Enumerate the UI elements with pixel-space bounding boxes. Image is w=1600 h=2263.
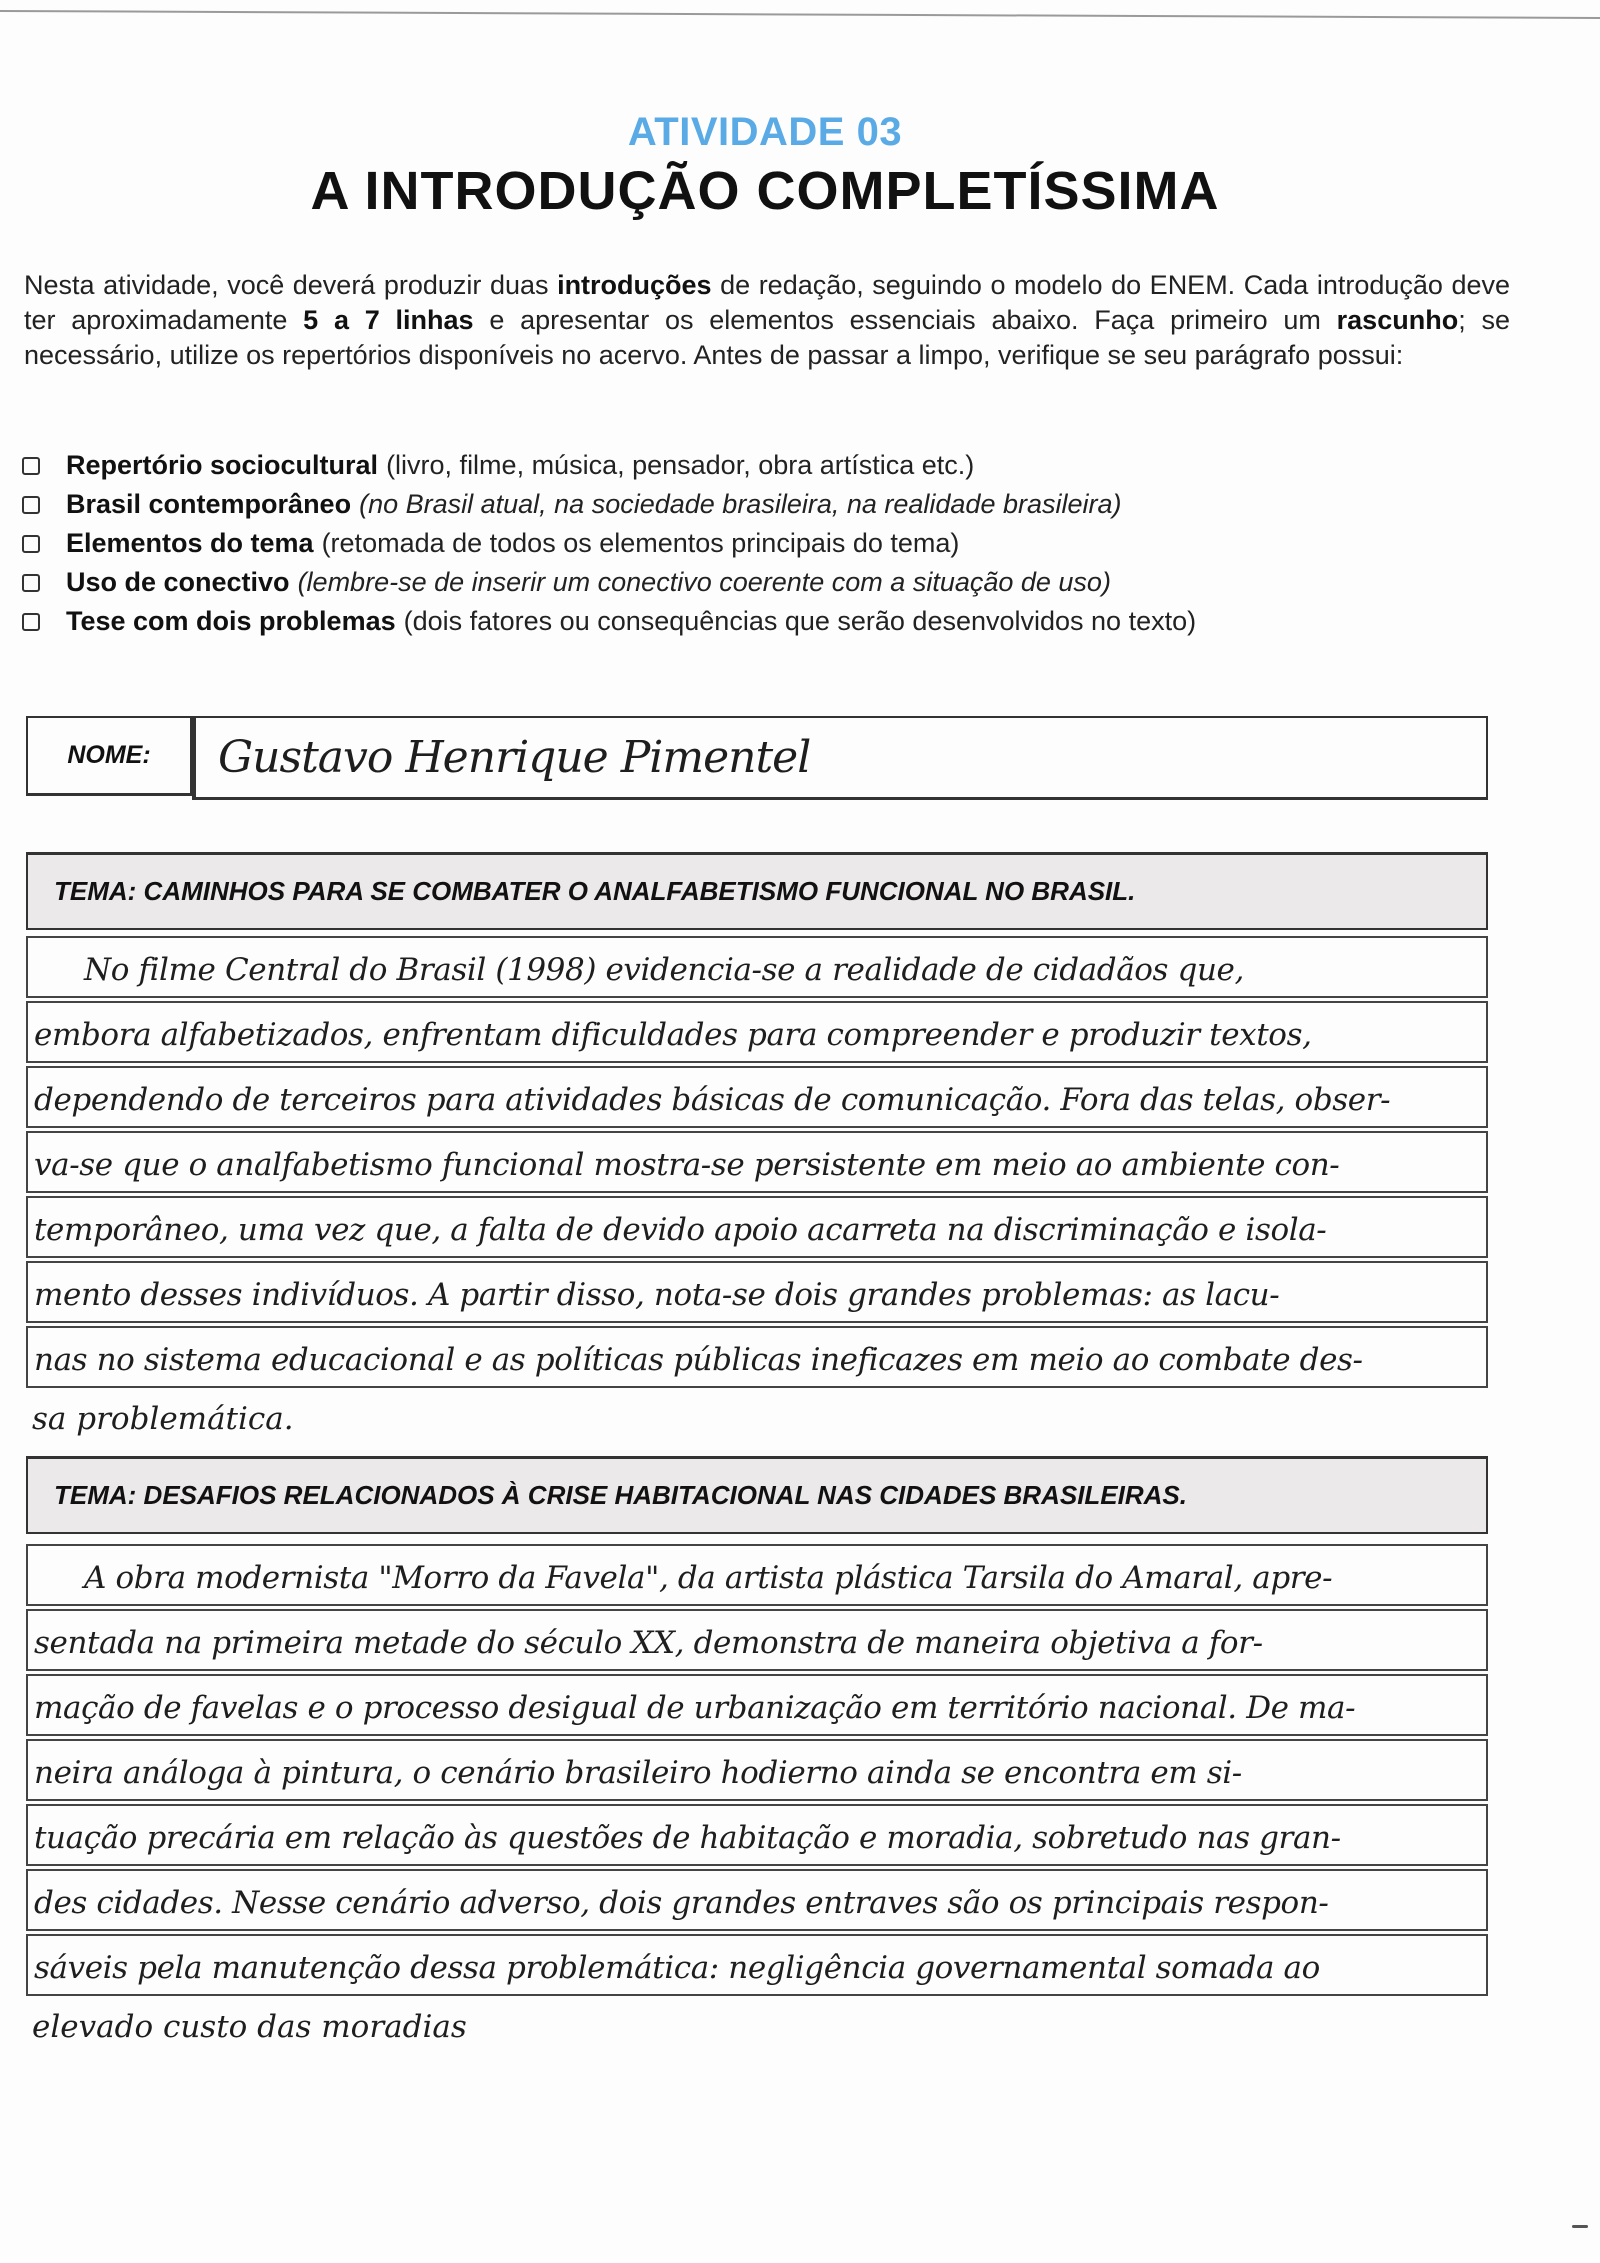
instructions-text: de redação, seguindo o modelo do ENEM. Cada introdução deve ter aproximadamente [24,270,1510,335]
checklist-item-description: (no Brasil atual, na sociedade brasileira, na realidade brasileira) [359,489,1122,519]
handwritten-line[interactable]: sáveis pela manutenção dessa problemática: negligência governamental somada ao [26,1934,1488,1996]
handwritten-line[interactable]: embora alfabetizados, enfrentam dificuldades para compreender e produzir textos, [26,1001,1488,1063]
essay-2-lines [26,1544,1488,2051]
checklist-item-description: (lembre-se de inserir um conectivo coerente com a situação de uso) [297,567,1111,597]
instructions-paragraph [24,268,1510,373]
name-label: NOME: [26,716,192,796]
instructions-text: ; se necessário, utilize os repertórios disponíveis no acervo. Antes de passar a limpo, verifique se seu parágrafo possui: [24,305,1510,370]
handwritten-line[interactable]: No filme Central do Brasil (1998) evidencia-se a realidade de cidadãos que, [26,936,1488,998]
handwritten-line[interactable]: des cidades. Nesse cenário adverso, dois grandes entraves são os principais respon- [26,1869,1488,1931]
checklist-item [22,563,1522,602]
checkbox-icon[interactable] [22,457,40,475]
handwritten-line[interactable]: sentada na primeira metade do século XX, demonstra de maneira objetiva a for- [26,1609,1488,1671]
checklist-item-title: Brasil contemporâneo [66,489,352,519]
checklist-item-description: (dois fatores ou consequências que serão desenvolvidos no texto) [403,606,1197,636]
requirements-checklist [22,446,1522,641]
scan-artifact-mark [1572,2225,1588,2228]
checklist-item-title: Uso de conectivo [66,567,290,597]
activity-label: ATIVIDADE 03 [627,110,903,154]
instructions-emphasis: 5 a 7 linhas [303,305,474,335]
handwritten-line[interactable]: neira análoga à pintura, o cenário brasileiro hodierno ainda se encontra em si- [26,1739,1488,1801]
essay-1-lines [26,936,1488,1443]
checklist-item [22,602,1522,641]
checklist-item-description: (retomada de todos os elementos principais do tema) [321,528,960,558]
checkbox-icon[interactable] [22,496,40,514]
handwritten-line[interactable]: nas no sistema educacional e as políticas públicas ineficazes em meio ao combate des- [26,1326,1488,1388]
instructions-text: e apresentar os elementos essenciais abaixo. Faça primeiro um [473,305,1337,335]
handwritten-line[interactable]: A obra modernista "Morro da Favela", da artista plástica Tarsila do Amaral, apre- [26,1544,1488,1606]
essay-2-theme: TEMA: DESAFIOS RELACIONADOS À CRISE HABITACIONAL NAS CIDADES BRASILEIRAS. [26,1456,1488,1534]
page-title: A INTRODUÇÃO COMPLETÍSSIMA [310,161,1220,221]
handwritten-line[interactable]: mação de favelas e o processo desigual de urbanização em território nacional. De ma- [26,1674,1488,1736]
instructions-emphasis: introduções [557,270,712,300]
handwritten-overflow-line: elevado custo das moradias [32,2009,467,2045]
checkbox-icon[interactable] [22,613,40,631]
handwritten-line[interactable]: mento desses indivíduos. A partir disso, nota-se dois grandes problemas: as lacu- [26,1261,1488,1323]
checklist-item-title: Repertório sociocultural [66,450,379,480]
page-top-rule [0,10,1600,19]
checklist-item-title: Tese com dois problemas [66,606,396,636]
checklist-item [22,524,1522,563]
instructions-text: Nesta atividade, você deverá produzir duas [24,270,558,300]
checkbox-icon[interactable] [22,574,40,592]
handwritten-line[interactable]: dependendo de terceiros para atividades básicas de comunicação. Fora das telas, obser- [26,1066,1488,1128]
name-field[interactable]: Gustavo Henrique Pimentel [192,716,1488,800]
handwritten-overflow-line: sa problemática. [32,1401,294,1437]
checklist-item-description: (livro, filme, música, pensador, obra artística etc.) [386,450,975,480]
handwritten-line[interactable]: temporâneo, uma vez que, a falta de devido apoio acarreta na discriminação e isola- [26,1196,1488,1258]
handwritten-line[interactable]: tuação precária em relação às questões de habitação e moradia, sobretudo nas gran- [26,1804,1488,1866]
essay-1-theme: TEMA: CAMINHOS PARA SE COMBATER O ANALFABETISMO FUNCIONAL NO BRASIL. [26,852,1488,930]
checkbox-icon[interactable] [22,535,40,553]
checklist-item-title: Elementos do tema [66,528,314,558]
instructions-emphasis: rascunho [1336,305,1459,335]
handwritten-line[interactable]: va-se que o analfabetismo funcional mostra-se persistente em meio ao ambiente con- [26,1131,1488,1193]
checklist-item [22,485,1522,524]
checklist-item [22,446,1522,485]
